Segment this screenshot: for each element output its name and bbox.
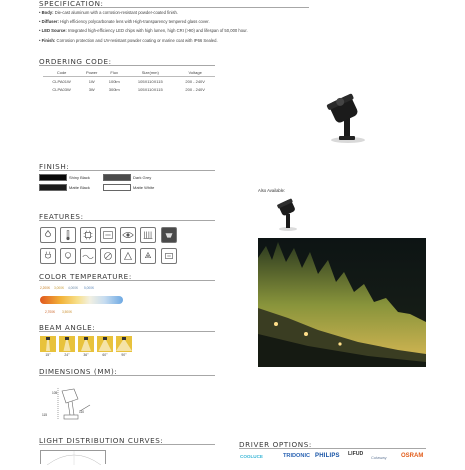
swatch-label: Dark Grey	[133, 175, 152, 180]
light-distribution-title: LIGHT DISTRIBUTION CURVES:	[39, 436, 164, 445]
driver-icon	[161, 227, 177, 243]
temperature-icon	[60, 227, 76, 243]
specification-title: SPECIFICATION:	[39, 0, 104, 8]
plug-icon	[40, 248, 56, 264]
finish-title: FINISH:	[39, 162, 70, 171]
beam-control-icon	[120, 248, 136, 264]
spec-item-finish: • Finish: Corrosion protection and UV-resistant powder coating or marine coat with IP66 Sealed.	[39, 37, 218, 43]
divider	[39, 375, 215, 376]
divider	[39, 444, 215, 445]
col-code: Code	[56, 69, 67, 75]
swatch-shiny-black	[39, 174, 67, 181]
tridonic-logo: TRIDONIC	[283, 453, 311, 459]
color-temperature-title: COLOR TEMPERATURE:	[39, 272, 132, 281]
heat-sink-icon	[140, 227, 156, 243]
also-available-label: Also Available:	[258, 188, 286, 193]
polar-curve-chart	[40, 450, 106, 464]
col-voltage: Voltage	[188, 69, 202, 75]
dimension-value: 115	[42, 413, 48, 417]
divider	[39, 65, 215, 66]
dimensions-title: DIMENSIONS (MM):	[39, 367, 118, 376]
divider	[39, 170, 215, 171]
beam-angle-label: 15°	[45, 353, 51, 357]
beam-angle-title: BEAM ANGLE:	[39, 323, 96, 332]
ct-tick: 2,700K	[45, 310, 56, 314]
no-uv-icon	[100, 248, 116, 264]
swatch-dark-grey	[103, 174, 131, 181]
beam-60-icon	[97, 336, 113, 352]
lifud-logo: LIFUD	[348, 451, 364, 457]
beam-90-icon	[116, 336, 132, 352]
swatch-label: Matte Black	[69, 185, 90, 190]
swatch-matte-white	[103, 184, 131, 191]
led-chip-icon	[80, 227, 96, 243]
ct-tick: 3,000K	[54, 286, 65, 290]
light-bulb-icon	[60, 248, 76, 264]
ct-tick: 5,000K	[84, 286, 95, 290]
beam-angle-label: 36°	[83, 353, 89, 357]
divider	[239, 448, 426, 449]
spec-item-led-source: • LED Source: Integrated high-efficiency LED chips with high lumen, high CRI (>90) and lifespan of 50,000 hour.	[39, 28, 248, 34]
driver-options-title: DRIVER OPTIONS:	[239, 440, 312, 449]
divider	[39, 331, 215, 332]
spec-item-body: • Body: Die-cast aluminum with a corrosion-resistant powder-coated finish.	[39, 10, 179, 15]
divider	[39, 280, 215, 281]
dimension-value: 110	[79, 410, 85, 414]
table-header-row	[43, 68, 215, 77]
alternate-spotlight-image	[275, 198, 301, 232]
ct-tick: 2,200K	[40, 286, 51, 290]
ct-tick: 4,000K	[68, 286, 79, 290]
high-cri-icon	[161, 248, 177, 264]
spec-item-diffuser: • Diffuser: High efficiency polycarbonate lens with High-transparency tempered glass cover.	[39, 19, 210, 25]
swatch-label: Matte White	[133, 185, 155, 190]
lifespan-icon	[100, 227, 116, 243]
ct-tick: 3,500K	[62, 310, 73, 314]
recyclable-icon	[140, 248, 156, 264]
color-temperature-bar	[40, 296, 123, 304]
beam-15-icon	[40, 336, 56, 352]
col-flux: Flux	[110, 69, 118, 75]
features-title: FEATURES:	[39, 212, 84, 221]
philips-logo: PHILIPS	[315, 453, 340, 459]
ordering-title: ORDERING CODE:	[39, 57, 112, 66]
cutaway-logo: Cutaway	[371, 455, 387, 460]
beam-angle-label: 90°	[121, 353, 127, 357]
ip66-icon	[40, 227, 56, 243]
specification-list	[39, 8, 248, 45]
swatch-matte-black	[39, 184, 67, 191]
table-row: CLPA01W 1W 100lm 105X110X115 200 - 240V	[52, 78, 205, 84]
beam-36-icon	[78, 336, 94, 352]
col-size: Size(mm)	[141, 69, 159, 75]
flicker-free-icon	[80, 248, 96, 264]
divider	[39, 220, 215, 221]
landscape-photo	[258, 238, 426, 367]
osram-logo: OSRAM	[401, 453, 424, 459]
beam-24-icon	[59, 336, 75, 352]
beam-angle-label: 60°	[102, 353, 108, 357]
col-power: Power	[86, 69, 98, 75]
eye-icon	[120, 227, 136, 243]
swatch-label: Shiny Black	[69, 175, 90, 180]
spotlight-product-image	[318, 88, 374, 144]
cooluce-logo: COOLUCE	[240, 454, 263, 459]
dimension-value: 105	[52, 391, 58, 395]
table-row: CLPA03W 3W 300lm 105X110X115 200 - 240V	[52, 87, 205, 93]
beam-angle-label: 24°	[64, 353, 70, 357]
ordering-table	[43, 68, 215, 94]
